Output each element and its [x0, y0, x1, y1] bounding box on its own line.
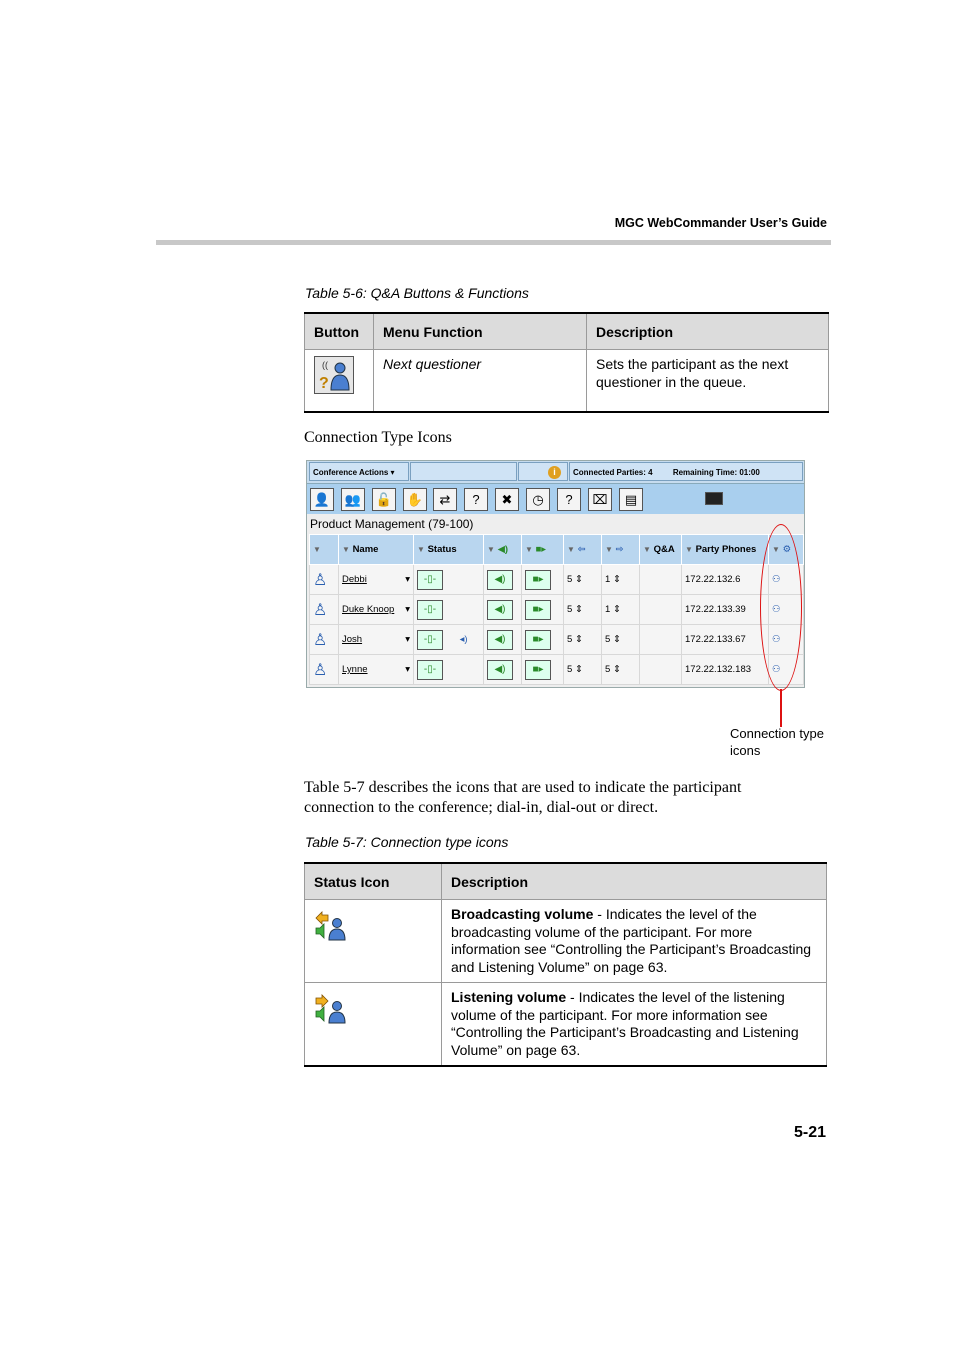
- connected-parties: Connected Parties: 4: [573, 468, 653, 477]
- menu-function-next-questioner: Next questioner: [374, 350, 587, 412]
- term-broadcasting-volume: Broadcasting volume: [451, 906, 594, 922]
- video-on-icon[interactable]: ■▸: [525, 660, 551, 680]
- highlight-ellipse: [760, 524, 802, 691]
- listen-volume-col[interactable]: ▼ ⇨: [602, 535, 640, 565]
- video-on-icon[interactable]: ■▸: [525, 600, 551, 620]
- audio-on-icon[interactable]: ◀): [487, 630, 513, 650]
- party-phone: 172.22.133.39: [682, 595, 769, 625]
- chevron-down-icon[interactable]: ▾: [405, 664, 410, 675]
- svg-text:((: ((: [322, 360, 328, 370]
- participant-icon: ♙: [313, 631, 328, 649]
- header-rule: [156, 240, 831, 245]
- listen-volume-value: 1: [605, 574, 611, 585]
- table-row[interactable]: [310, 565, 804, 595]
- chevron-down-icon[interactable]: ▾: [405, 574, 410, 585]
- broadcast-volume-value: 5: [567, 574, 573, 585]
- col-header-button: Button: [305, 313, 374, 350]
- callout-line-1: Connection type: [730, 726, 824, 741]
- volume-spinner-icon[interactable]: ⇕: [612, 634, 621, 645]
- audio-col[interactable]: ▼ ◀): [484, 535, 522, 565]
- connection-type-icon: ⚇: [772, 634, 781, 645]
- video-on-icon[interactable]: ■▸: [525, 630, 551, 650]
- listen-volume-value: 5: [605, 634, 611, 645]
- qa-cell: [640, 565, 682, 595]
- col-header-description: Description: [587, 313, 829, 350]
- table-5-6: [304, 312, 829, 413]
- connection-type-icon: ⚇: [772, 604, 781, 615]
- broadcast-volume-header-icon: ⇦: [577, 544, 586, 555]
- running-header: MGC WebCommander User’s Guide: [614, 216, 827, 230]
- audio-on-icon[interactable]: ◀): [487, 570, 513, 590]
- conference-top-bar: [307, 461, 804, 484]
- party-phones-col[interactable]: ▼ Party Phones: [682, 535, 769, 565]
- qa-col[interactable]: ▼ Q&A: [640, 535, 682, 565]
- connection-type-header-icon: ⚙: [782, 544, 792, 555]
- next-questioner-icon: [314, 356, 354, 394]
- move-participant-icon[interactable]: ⇄: [433, 488, 457, 511]
- volume-spinner-icon[interactable]: ⇕: [612, 574, 621, 585]
- party-phone: 172.22.132.6: [682, 565, 769, 595]
- participant-name[interactable]: Lynne: [342, 664, 368, 675]
- volume-spinner-icon[interactable]: ⇕: [612, 664, 621, 675]
- status-col[interactable]: ▼ Status: [414, 535, 484, 565]
- listen-volume-value: 1: [605, 604, 611, 615]
- broadcasting-volume-icon: [314, 910, 346, 942]
- body-paragraph: Table 5-7 describes the icons that are used to indicate the participant connection to the conference; dial-in, dial-out or direct.: [304, 779, 742, 816]
- callout-label: [730, 725, 824, 759]
- callout-leader-line: [780, 689, 782, 727]
- conference-title: Product Management (79-100): [310, 517, 474, 531]
- remaining-time: Remaining Time: 01:00: [672, 468, 760, 477]
- volume-spinner-icon[interactable]: ⇕: [574, 634, 583, 645]
- description-next-questioner: Sets the participant as the next questioner in the queue.: [587, 350, 829, 412]
- chevron-down-icon[interactable]: ▾: [405, 634, 410, 645]
- table-5-7-caption: Table 5-7: Connection type icons: [305, 834, 509, 850]
- button-cell: [305, 350, 374, 412]
- speaking-icon: ◂): [459, 633, 468, 645]
- toolbar-blank-segment: [410, 462, 517, 481]
- description-broadcasting-volume: [442, 900, 827, 983]
- broadcast-volume-col[interactable]: ▼ ⇦: [564, 535, 602, 565]
- broadcast-volume-value: 5: [567, 604, 573, 615]
- connected-status-icon[interactable]: -▯-: [417, 660, 443, 680]
- video-col[interactable]: ▼ ■▸: [522, 535, 564, 565]
- table-row[interactable]: [310, 625, 804, 655]
- page-number: 5-21: [793, 1124, 826, 1141]
- connected-status-icon[interactable]: -▯-: [417, 600, 443, 620]
- camera-icon: ■▸: [535, 544, 547, 555]
- clock-icon[interactable]: ◷: [526, 488, 550, 511]
- broadcast-volume-value: 5: [567, 634, 573, 645]
- select-col[interactable]: ▼: [310, 535, 339, 565]
- qa-cell: [640, 655, 682, 685]
- status-icon-cell: [305, 900, 442, 983]
- info-icon[interactable]: i: [548, 466, 561, 479]
- volume-spinner-icon[interactable]: ⇕: [574, 604, 583, 615]
- speaker-icon: ◀): [497, 544, 509, 555]
- participant-icon: ♙: [313, 571, 328, 589]
- conference-actions-menu[interactable]: Conference Actions ▾: [309, 462, 409, 481]
- question-icon[interactable]: ?: [464, 488, 488, 511]
- participant-name[interactable]: Josh: [342, 634, 363, 645]
- conference-actions-label: Conference Actions: [313, 468, 389, 477]
- video-on-icon[interactable]: ■▸: [525, 570, 551, 590]
- volume-spinner-icon[interactable]: ⇕: [574, 574, 583, 585]
- connected-status-icon[interactable]: -▯-: [417, 630, 443, 650]
- audio-on-icon[interactable]: ◀): [487, 600, 513, 620]
- connection-type-icon: ⚇: [772, 574, 781, 585]
- chevron-down-icon[interactable]: ▾: [405, 604, 410, 615]
- add-participant-icon[interactable]: 👤: [310, 488, 334, 511]
- add-participants-icon[interactable]: 👥: [341, 488, 365, 511]
- info-segment: [518, 462, 568, 481]
- connected-status-icon[interactable]: -▯-: [417, 570, 443, 590]
- qa-cell: [640, 625, 682, 655]
- section-heading: Connection Type Icons: [304, 429, 452, 446]
- hand-icon[interactable]: ✋: [403, 488, 427, 511]
- table-5-6-caption: Table 5-6: Q&A Buttons & Functions: [305, 285, 529, 301]
- broadcast-volume-value: 5: [567, 664, 573, 675]
- table-row[interactable]: [310, 595, 804, 625]
- listen-volume-header-icon: ⇨: [615, 544, 624, 555]
- col-header-status-icon: Status Icon: [305, 863, 442, 900]
- qa-cell: [640, 595, 682, 625]
- participant-icon: ♙: [313, 661, 328, 679]
- col-header-menu-function: Menu Function: [374, 313, 587, 350]
- video-icon[interactable]: [705, 492, 723, 505]
- conference-screenshot: [306, 460, 805, 688]
- description-listening-volume: [442, 983, 827, 1067]
- volume-spinner-icon[interactable]: ⇕: [612, 604, 621, 615]
- participants-grid: [309, 534, 804, 685]
- callout-line-2: icons: [730, 743, 761, 758]
- status-icon-cell: [305, 983, 442, 1067]
- svg-text:?: ?: [319, 375, 329, 392]
- term-listening-volume: Listening volume: [451, 989, 567, 1005]
- col-header-description: Description: [442, 863, 827, 900]
- next-questioner-toolbar-icon[interactable]: ?: [557, 488, 581, 511]
- connection-type-icon: ⚇: [772, 664, 781, 675]
- unlock-icon[interactable]: 🔓: [372, 488, 396, 511]
- volume-spinner-icon[interactable]: ⇕: [574, 664, 583, 675]
- name-col[interactable]: ▼ Name: [339, 535, 414, 565]
- participant-name[interactable]: Debbi: [342, 574, 367, 585]
- text-broadcasting-volume: - Indicates the level of the broadcasting volume of the participant. For more information see “Controlling the Participant’s Broadcasting and Listening Volume” on page 63.: [451, 906, 812, 975]
- table-row[interactable]: [310, 655, 804, 685]
- listen-volume-value: 5: [605, 664, 611, 675]
- listening-volume-icon: [314, 993, 346, 1025]
- participant-icon: ♙: [313, 601, 328, 619]
- connection-type-col[interactable]: ▼ ⚙: [769, 535, 804, 565]
- clear-questioner-icon[interactable]: ⌧: [588, 488, 612, 511]
- status-segment: [569, 462, 803, 481]
- party-phone: 172.22.133.67: [682, 625, 769, 655]
- disconnect-icon[interactable]: ✖: [495, 488, 519, 511]
- table-5-7: [304, 862, 827, 1067]
- audio-on-icon[interactable]: ◀): [487, 660, 513, 680]
- conference-toolbar: [307, 484, 804, 514]
- text-listening-volume: - Indicates the level of the listening volume of the participant. For more information see “Controlling the Participant’s Broadcasting and Listening Volume” on page 63.: [451, 989, 799, 1058]
- party-phone: 172.22.132.183: [682, 655, 769, 685]
- properties-icon[interactable]: ▤: [619, 488, 643, 511]
- participant-name[interactable]: Duke Knoop: [342, 604, 395, 615]
